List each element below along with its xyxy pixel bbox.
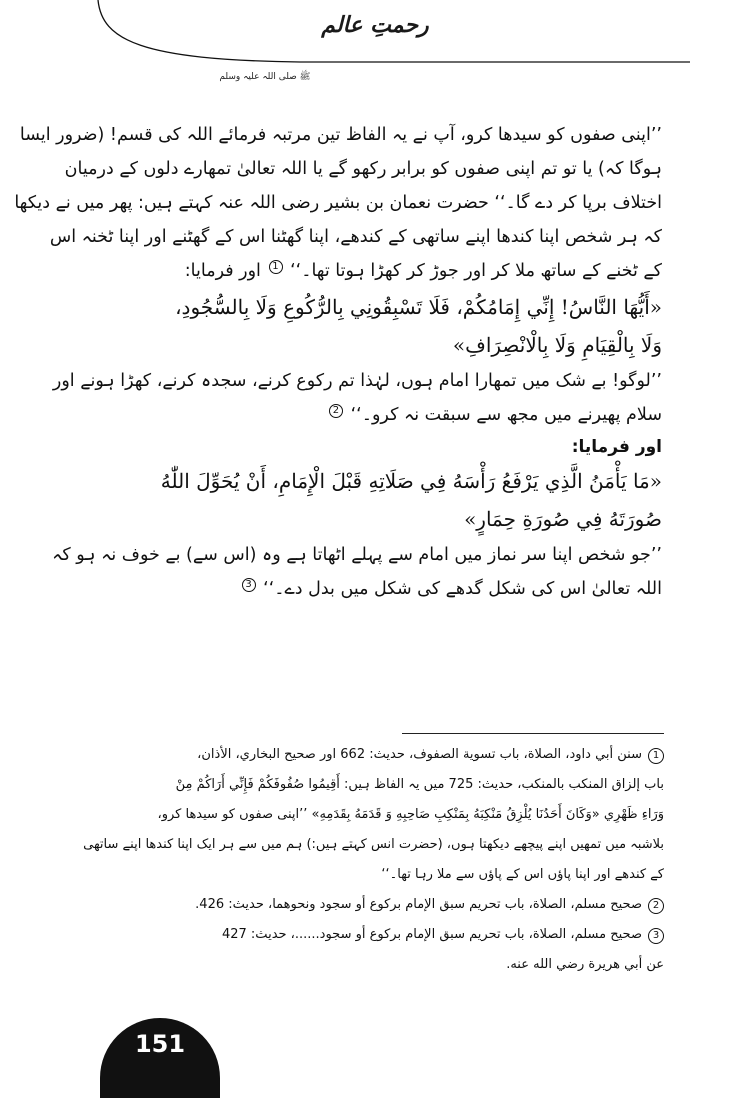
page-number: 151 <box>134 1030 186 1058</box>
footnote-line: کے کندھے اور اپنا پاؤں اس کے پاؤں سے ملا رہا تھا۔‘‘ <box>381 867 664 882</box>
footnote-text: صحيح مسلم، الصلاة، باب تحريم سبق الإمام بركوع أو سجود......، حديث: 427 <box>221 927 642 942</box>
text-segment: سلام پھیرنے میں مجھ سے سبقت نہ کرو۔‘‘ <box>350 405 662 425</box>
arabic-line: وَلَا بِالْقِيَامِ وَلَا بِالْانْصِرَافِ» <box>452 333 662 357</box>
footnote-number: 1 <box>648 748 664 764</box>
footnote-number: 3 <box>648 928 664 944</box>
text-line <box>92 398 662 432</box>
text-line <box>92 572 662 606</box>
text-segment: کے ٹخنے کے ساتھ ملا کر اور جوڑ کر کھڑا ہوتا تھا۔‘‘ <box>290 261 662 281</box>
running-header-title: رحمتِ عالم <box>321 12 429 38</box>
footnote-marker-2: 2 <box>329 404 343 418</box>
footnote-line: بلاشبہ میں تمھیں اپنے پیچھے دیکھتا ہوں، (حضرت انس کہتے ہیں:) ہم میں سے ہر ایک اپنا کندھا اپنے ساتھی <box>83 837 664 852</box>
footnote-line: عن أبي هريرة رضي الله عنه. <box>506 957 664 972</box>
footnote-divider <box>402 733 664 734</box>
footnote-line: باب إلزاق المنكب بالمنكب، حديث: 725 میں یہ الفاظ ہیں: أَقِيمُوا صُفُوفَكُمْ فَإِنِّي أَرَاكُمْ مِنْ <box>175 777 664 792</box>
text-line: ’’جو شخص اپنا سر نماز میں امام سے پہلے اٹھاتا ہے وہ (اس سے) بے خوف نہ ہو کہ <box>52 545 662 565</box>
text-line: ’’اپنی صفوں کو سیدھا کرو، آپ نے یہ الفاظ تین مرتبہ فرمائے اللہ کی قسم! (ضرور ایسا <box>19 125 662 145</box>
footnote-text: صحيح مسلم، الصلاة، باب تحريم سبق الإمام بركوع أو سجود ونحوهما، حديث: 426. <box>195 897 642 912</box>
footnotes <box>83 740 664 980</box>
footnote-text: سنن أبي داود، الصلاة، باب تسوية الصفوف، حديث: 662 اور صحيح البخاري، الأذان، <box>197 747 642 762</box>
main-text <box>14 118 662 606</box>
footnote-marker-3: 3 <box>242 578 256 592</box>
footnote-line <box>88 890 664 920</box>
text-line: ’’لوگو! بے شک میں تمھارا امام ہوں، لہٰذا تم رکوع کرنے، سجدہ کرنے، کھڑا ہونے اور <box>52 371 662 391</box>
arabic-line: صُورَتَهُ فِي صُورَةِ حِمَارٍ» <box>464 507 662 531</box>
footnote-number: 2 <box>648 898 664 914</box>
section-label: اور فرمایا: <box>571 437 662 457</box>
running-header-honorific: ﷺ صلی اللہ علیہ وسلم <box>219 72 311 82</box>
footnote-line <box>88 740 664 770</box>
footnote-marker-1: 1 <box>269 260 283 274</box>
text-line: اختلاف برپا کر دے گا۔‘‘ حضرت نعمان بن بشیر رضی اللہ عنہ کہتے ہیں: پھر میں نے دیکھا <box>14 193 662 213</box>
footnote-line: وَرَاءِ ظَهْرِي «وَكَانَ أَحَدُنَا يُلْزِقُ مَنْكِبَهُ بِمَنْكِبِ صَاحِبِهِ وَ قَدَمَهُ بِقَدَمِهِ» ’’اپنی صفوں کو سیدھا کرو، <box>157 807 664 822</box>
text-line: ہوگا کہ) یا تو تم اپنی صفوں کو برابر رکھو گے یا اللہ تعالیٰ تمھارے دلوں کے درمیان <box>64 159 662 179</box>
footnote-line <box>88 920 664 950</box>
text-segment: اللہ تعالیٰ اس کی شکل گدھے کی شکل میں بدل دے۔‘‘ <box>263 579 662 599</box>
text-line <box>92 254 662 288</box>
text-segment: اور فرمایا: <box>184 261 261 281</box>
arabic-line: «أَيُّهَا النَّاسُ! إِنِّي إِمَامُكُمْ، فَلَا تَسْبِقُونِي بِالرُّكُوعِ وَلَا بِالسُّجُودِ، <box>175 295 662 319</box>
text-line: کہ ہر شخص اپنا کندھا اپنے ساتھی کے کندھے، اپنا گھٹنا اس کے گھٹنے اور اپنا ٹخنہ اس <box>49 227 662 247</box>
arabic-line: «مَا يَأْمَنُ الَّذِي يَرْفَعُ رَأْسَهُ فِي صَلَاتِهِ قَبْلَ الْإِمَامِ، أَنْ يُحَوِّلَ اللّٰهُ <box>160 469 662 493</box>
